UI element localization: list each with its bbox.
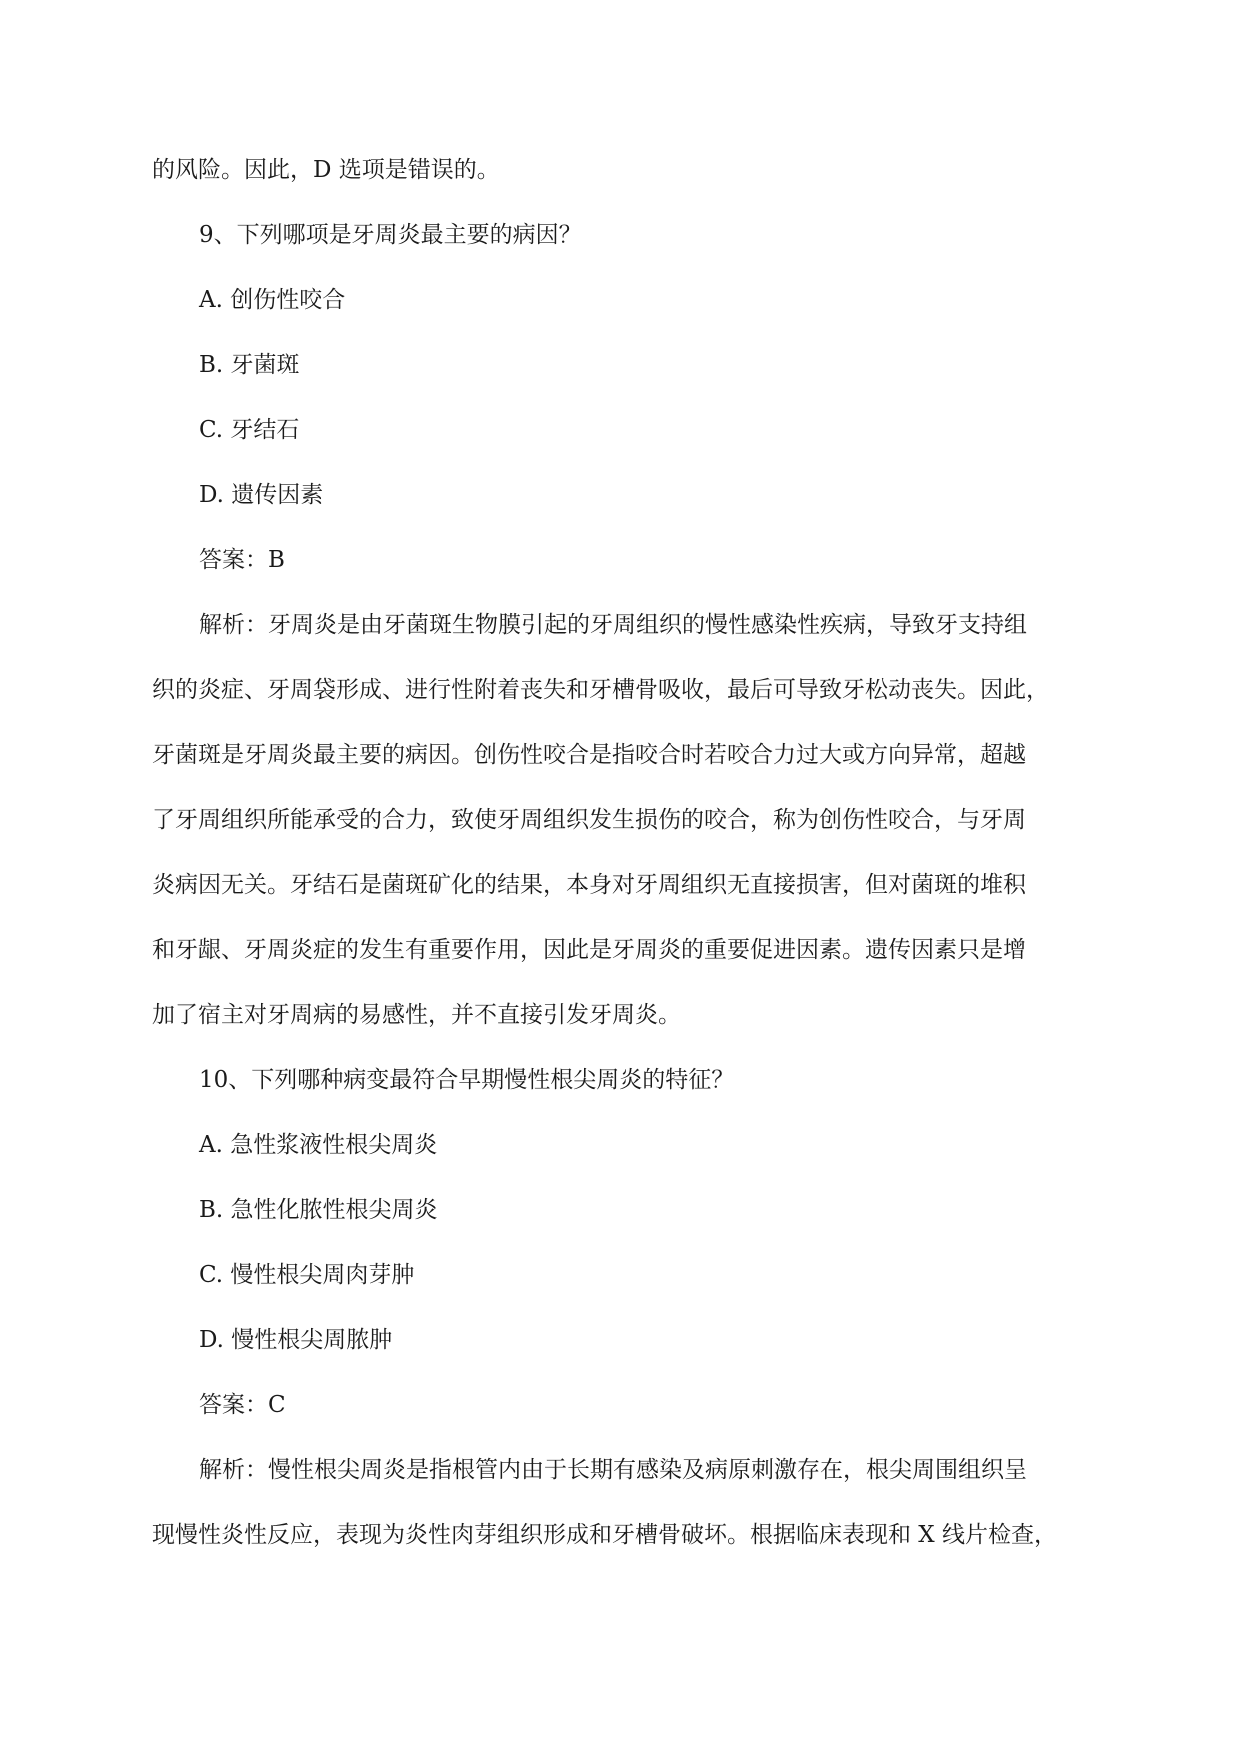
- question-10-option-b: B. 急性化脓性根尖周炎: [199, 1197, 438, 1223]
- question-10-text: 10、下列哪种病变最符合早期慢性根尖周炎的特征？: [199, 1067, 735, 1093]
- analysis-line: 加了宿主对牙周病的易感性，并不直接引发牙周炎。: [152, 1002, 681, 1028]
- analysis-line: 了牙周组织所能承受的合力，致使牙周组织发生损伤的咬合，称为创伤性咬合，与牙周: [152, 807, 1026, 833]
- question-10-option-c: C. 慢性根尖周肉芽肿: [199, 1262, 415, 1288]
- analysis-line: 现慢性炎性反应，表现为炎性肉芽组织形成和牙槽骨破坏。根据临床表现和 X 线片检查，: [152, 1522, 1057, 1548]
- question-10-answer: 答案：C: [199, 1392, 286, 1418]
- question-9-option-d: D. 遗传因素: [199, 482, 324, 508]
- analysis-line: 炎病因无关。牙结石是菌斑矿化的结果，本身对牙周组织无直接损害，但对菌斑的堆积: [152, 872, 1026, 898]
- question-10-analysis: [152, 1438, 1092, 1568]
- question-9-option-c: C. 牙结石: [199, 417, 300, 443]
- document-page: [152, 138, 1092, 1568]
- question-9-answer: 答案：B: [199, 547, 285, 573]
- question-10-option-d: D. 慢性根尖周脓肿: [199, 1327, 393, 1353]
- question-9-option-a: A. 创伤性咬合: [199, 287, 346, 313]
- question-9-text: 9、下列哪项是牙周炎最主要的病因？: [199, 222, 582, 248]
- question-10-option-a: A. 急性浆液性根尖周炎: [199, 1132, 438, 1158]
- analysis-line: 解析：慢性根尖周炎是指根管内由于长期有感染及病原刺激存在，根尖周围组织呈: [199, 1457, 1027, 1483]
- analysis-line: 织的炎症、牙周袋形成、进行性附着丧失和牙槽骨吸收，最后可导致牙松动丧失。因此，: [152, 677, 1049, 703]
- question-9-option-b: B. 牙菌斑: [199, 352, 300, 378]
- analysis-line: 和牙龈、牙周炎症的发生有重要作用，因此是牙周炎的重要促进因素。遗传因素只是增: [152, 937, 1026, 963]
- analysis-line: 牙菌斑是牙周炎最主要的病因。创伤性咬合是指咬合时若咬合力过大或方向异常，超越: [152, 742, 1026, 768]
- carryover-text: 的风险。因此，D 选项是错误的。: [152, 157, 500, 183]
- analysis-line: 解析：牙周炎是由牙菌斑生物膜引起的牙周组织的慢性感染性疾病，导致牙支持组: [199, 612, 1027, 638]
- question-9-analysis: [152, 593, 1092, 1048]
